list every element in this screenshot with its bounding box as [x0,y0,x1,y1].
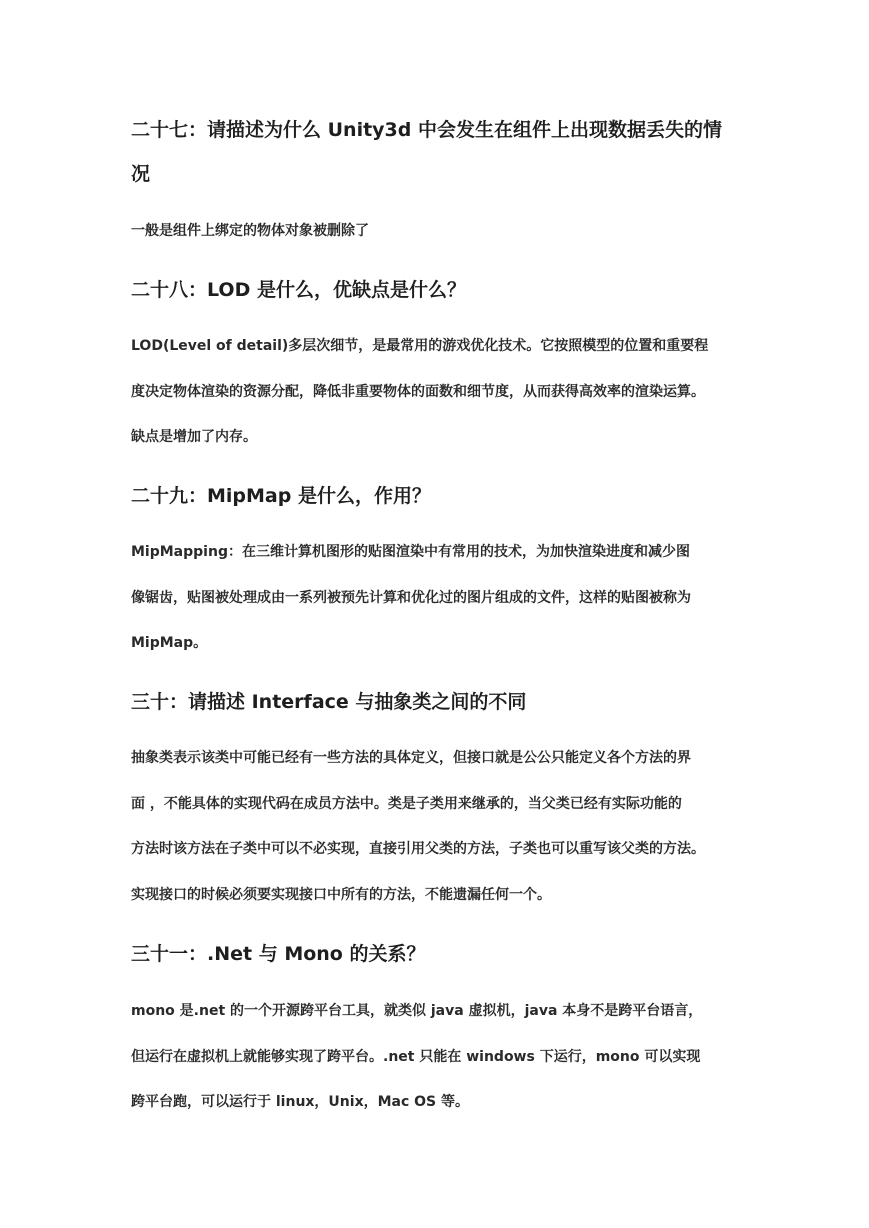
section-27-body [131,209,741,255]
body-line: MipMap。 [131,635,208,652]
section-28-heading [131,268,741,312]
body-line: 抽象类表示该类中可能已经有一些方法的具体定义，但接口就是公公只能定义各个方法的界 [131,750,691,766]
heading-line: 三十：请描述 Interface 与抽象类之间的不同 [131,691,527,713]
body-line: 但运行在虚拟机上就能够实现了跨平台。.net 只能在 windows 下运行，mono 可以实现 [131,1048,701,1065]
body-line: 像锯齿，贴图被处理成由一系列被预先计算和优化过的图片组成的文件，这样的贴图被称为 [131,589,691,606]
body-line: 实现接口的时候必须要实现接口中所有的方法，不能遗漏任何一个。 [131,886,551,903]
section-28-body [131,324,741,461]
heading-line: 况 [131,163,151,185]
heading-line: 二十九：MipMap 是什么，作用？ [131,485,431,507]
heading-line: 二十七：请描述为什么 Unity3d 中会发生在组件上出现数据丢失的情 [131,119,722,141]
body-line: mono 是.net 的一个开源跨平台工具，就类似 java 虚拟机，java 本身不是跨平台语言， [131,1003,703,1019]
section-31-heading [131,932,741,976]
body-line: 一般是组件上绑定的物体对象被删除了 [131,223,369,239]
body-line: LOD(Level of detail)多层次细节，是最常用的游戏优化技术。它按照模型的位置和重要程 [131,338,709,354]
body-line: 方法时该方法在子类中可以不必实现，直接引用父类的方法，子类也可以重写该父类的方法。 [131,841,705,858]
section-27-heading [131,108,741,196]
body-line: 缺点是增加了内存。 [131,429,257,446]
section-31-body [131,989,741,1126]
section-30-heading [131,680,741,724]
body-line: 跨平台跑，可以运行于 linux，Unix，Mac OS 等。 [131,1094,470,1111]
heading-line: 三十一：.Net 与 Mono 的关系？ [131,943,426,965]
section-29-heading [131,474,741,518]
body-line: 面 ，不能具体的实现代码在成员方法中。类是子类用来继承的，当父类已经有实际功能的 [131,795,682,812]
body-line: 度决定物体渲染的资源分配，降低非重要物体的面数和细节度，从而获得高效率的渲染运算。 [131,383,705,400]
section-30-body [131,736,741,918]
heading-line: 二十八：LOD 是什么，优缺点是什么？ [131,279,466,301]
body-line: MipMapping：在三维计算机图形的贴图渲染中有常用的技术，为加快渲染进度和减少图 [131,544,690,560]
section-29-body [131,530,741,667]
